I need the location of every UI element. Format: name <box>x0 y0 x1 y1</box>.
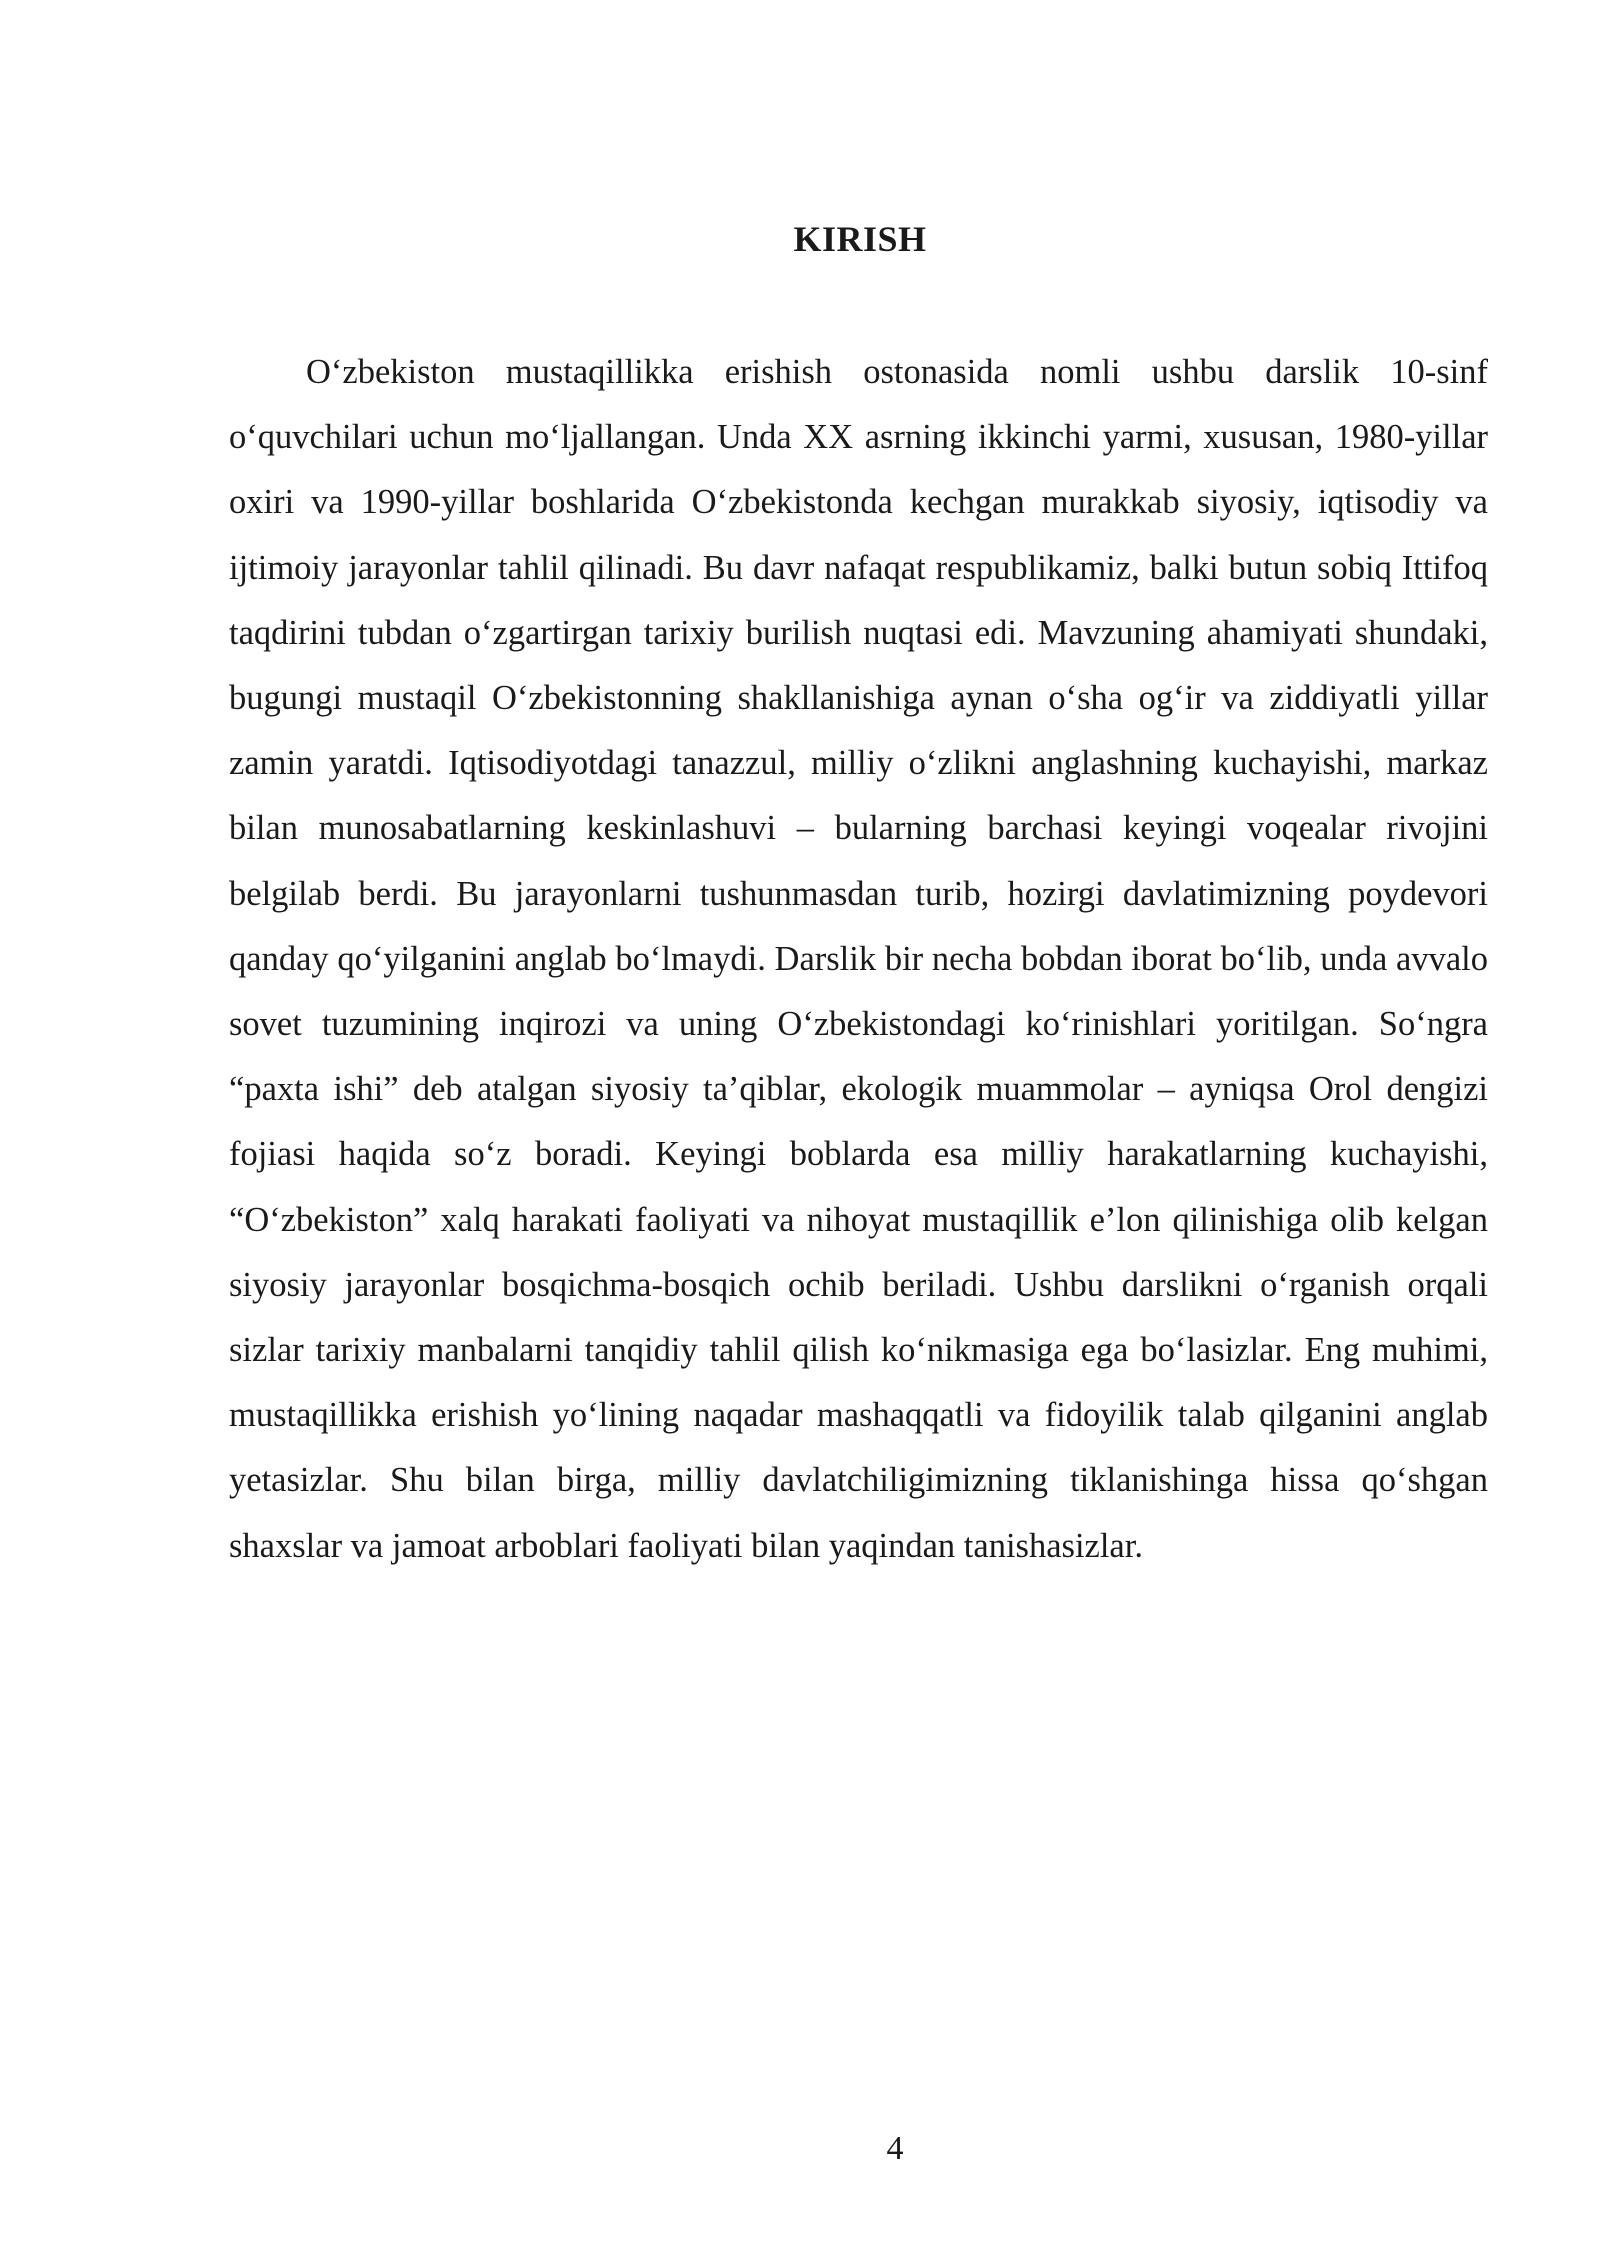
page-heading: KIRISH <box>793 219 927 259</box>
intro-paragraph: O‘zbekiston mustaqillikka erishish ostonasida nomli ushbu darslik 10-sinf o‘quvchilari uchun mo‘ljallangan. Unda XX asrning ikkinchi yarmi, xususan, 1980-yillar oxiri va 1990-yillar boshlarida O‘zbekistonda kechgan murakkab siyosiy, iqtisodiy va ijtimoiy jarayonlar tahlil qilinadi. Bu davr nafaqat respublikamiz, balki butun sobiq Ittifoq taqdirini tubdan o‘zgartirgan tarixiy burilish nuqtasi edi. Mavzuning ahamiyati shundaki, bugungi mustaqil O‘zbekistonning shakllanishiga aynan o‘sha og‘ir va ziddiyatli yillar zamin yaratdi. Iqtisodiyotdagi tanazzul, milliy o‘zlikni anglashning kuchayishi, markaz bilan munosabatlarning keskinlashuvi – bularning barchasi keyingi voqealar rivojini belgilab berdi. Bu jarayonlarni tushunmasdan turib, hozirgi davlatimizning poydevori qanday qo‘yilganini anglab bo‘lmaydi. Darslik bir necha bobdan iborat bo‘lib, unda avvalo sovet tuzumining inqirozi va uning O‘zbekistondagi ko‘rinishlari yoritilgan. So‘ngra “paxta ishi” deb atalgan siyosiy ta’qiblar, ekologik muammolar – ayniqsa Orol dengizi fojiasi haqida so‘z boradi. Keyingi boblarda esa milliy harakatlarning kuchayishi, “O‘zbekiston” xalq harakati faoliyati va nihoyat mustaqillik e’lon qilinishiga olib kelgan siyosiy jarayonlar bosqichma-bosqich ochib beriladi. Ushbu darslikni o‘rganish orqali sizlar tarixiy manbalarni tanqidiy tahlil qilish ko‘nikmasiga ega bo‘lasizlar. Eng muhimi, mustaqillikka erishish yo‘lining naqadar mashaqqatli va fidoyilik talab qilganini anglab yetasizlar. Shu bilan birga, milliy davlatchiligimizning tiklanishinga hissa qo‘shgan shaxslar va jamoat arboblari faoliyati bilan yaqindan tanishasizlar. <box>229 353 1488 1565</box>
page-number: 4 <box>886 2130 904 2167</box>
